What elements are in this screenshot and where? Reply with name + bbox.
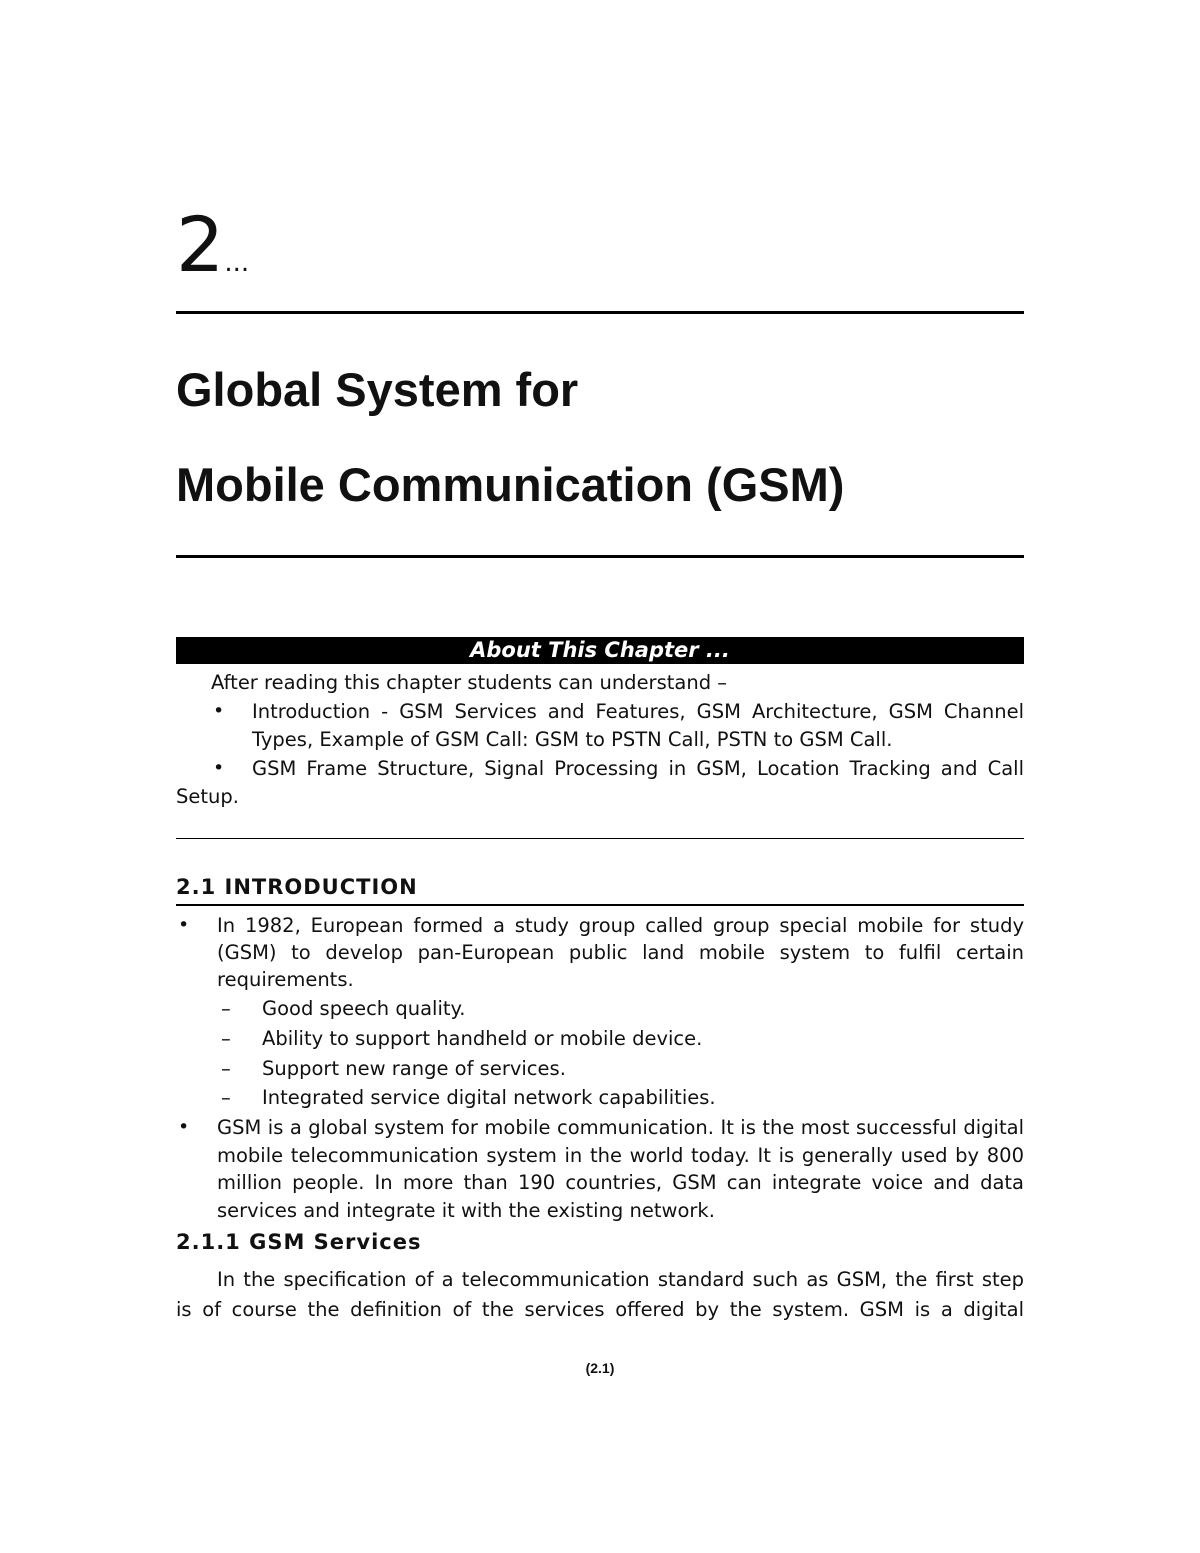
- section-2-1-rule: [176, 904, 1024, 906]
- requirement-dash-2: –: [221, 1027, 231, 1050]
- about-bullet-2: •: [213, 757, 225, 779]
- about-intro: After reading this chapter students can understand –: [211, 671, 728, 694]
- title-bottom-rule: [176, 555, 1024, 558]
- services-paragraph-line-2: is of course the definition of the services offered by the system. GSM is a digital: [176, 1298, 1024, 1321]
- requirement-item-3: Support new range of services.: [262, 1057, 566, 1080]
- section-2-1-heading: 2.1 INTRODUCTION: [176, 875, 418, 899]
- about-chapter-heading: About This Chapter ...: [176, 637, 1024, 664]
- intro-bullet-1: •: [178, 914, 190, 936]
- requirement-dash-4: –: [221, 1086, 231, 1109]
- section-2-1-1-heading: 2.1.1 GSM Services: [176, 1230, 422, 1254]
- chapter-number-digit: 2: [176, 200, 225, 289]
- chapter-title-line-1: Global System for: [176, 363, 579, 416]
- about-bottom-rule: [176, 838, 1024, 839]
- requirement-item-1: Good speech quality.: [262, 997, 466, 1020]
- intro-paragraph-2: GSM is a global system for mobile communication. It is the most successful digital mobile telecommunication system in the world today. It is generally used by 800 million people. In more than 190 countries, GSM can integrate voice and data services and integrate it with the existing network.: [217, 1116, 1024, 1222]
- about-item-2: GSM Frame Structure, Signal Processing in GSM, Location Tracking and Call: [252, 757, 1024, 780]
- chapter-number: [176, 200, 250, 303]
- about-item-1: Introduction - GSM Services and Features, GSM Architecture, GSM Channel Types, Example of GSM Call: GSM to PSTN Call, PSTN to GSM Call.: [252, 700, 1024, 751]
- about-bullet-1: •: [213, 700, 225, 722]
- requirement-item-4: Integrated service digital network capabilities.: [262, 1086, 716, 1109]
- requirement-dash-1: –: [221, 997, 231, 1020]
- intro-bullet-2: •: [178, 1116, 190, 1138]
- page-number: (2.1): [585, 1360, 615, 1376]
- intro-paragraph-1: In 1982, European formed a study group called group special mobile for study (GSM) to develop pan-European public land mobile system to fulfil certain requirements.: [217, 914, 1024, 991]
- services-paragraph-line-1: In the specification of a telecommunication standard such as GSM, the first step: [217, 1268, 1024, 1291]
- requirement-item-2: Ability to support handheld or mobile device.: [262, 1027, 703, 1050]
- requirement-dash-3: –: [221, 1057, 231, 1080]
- chapter-number-dots: ...: [224, 248, 250, 278]
- chapter-title-line-2: Mobile Communication (GSM): [176, 458, 845, 511]
- top-rule: [176, 311, 1024, 314]
- about-item-2-continued: Setup.: [176, 785, 239, 808]
